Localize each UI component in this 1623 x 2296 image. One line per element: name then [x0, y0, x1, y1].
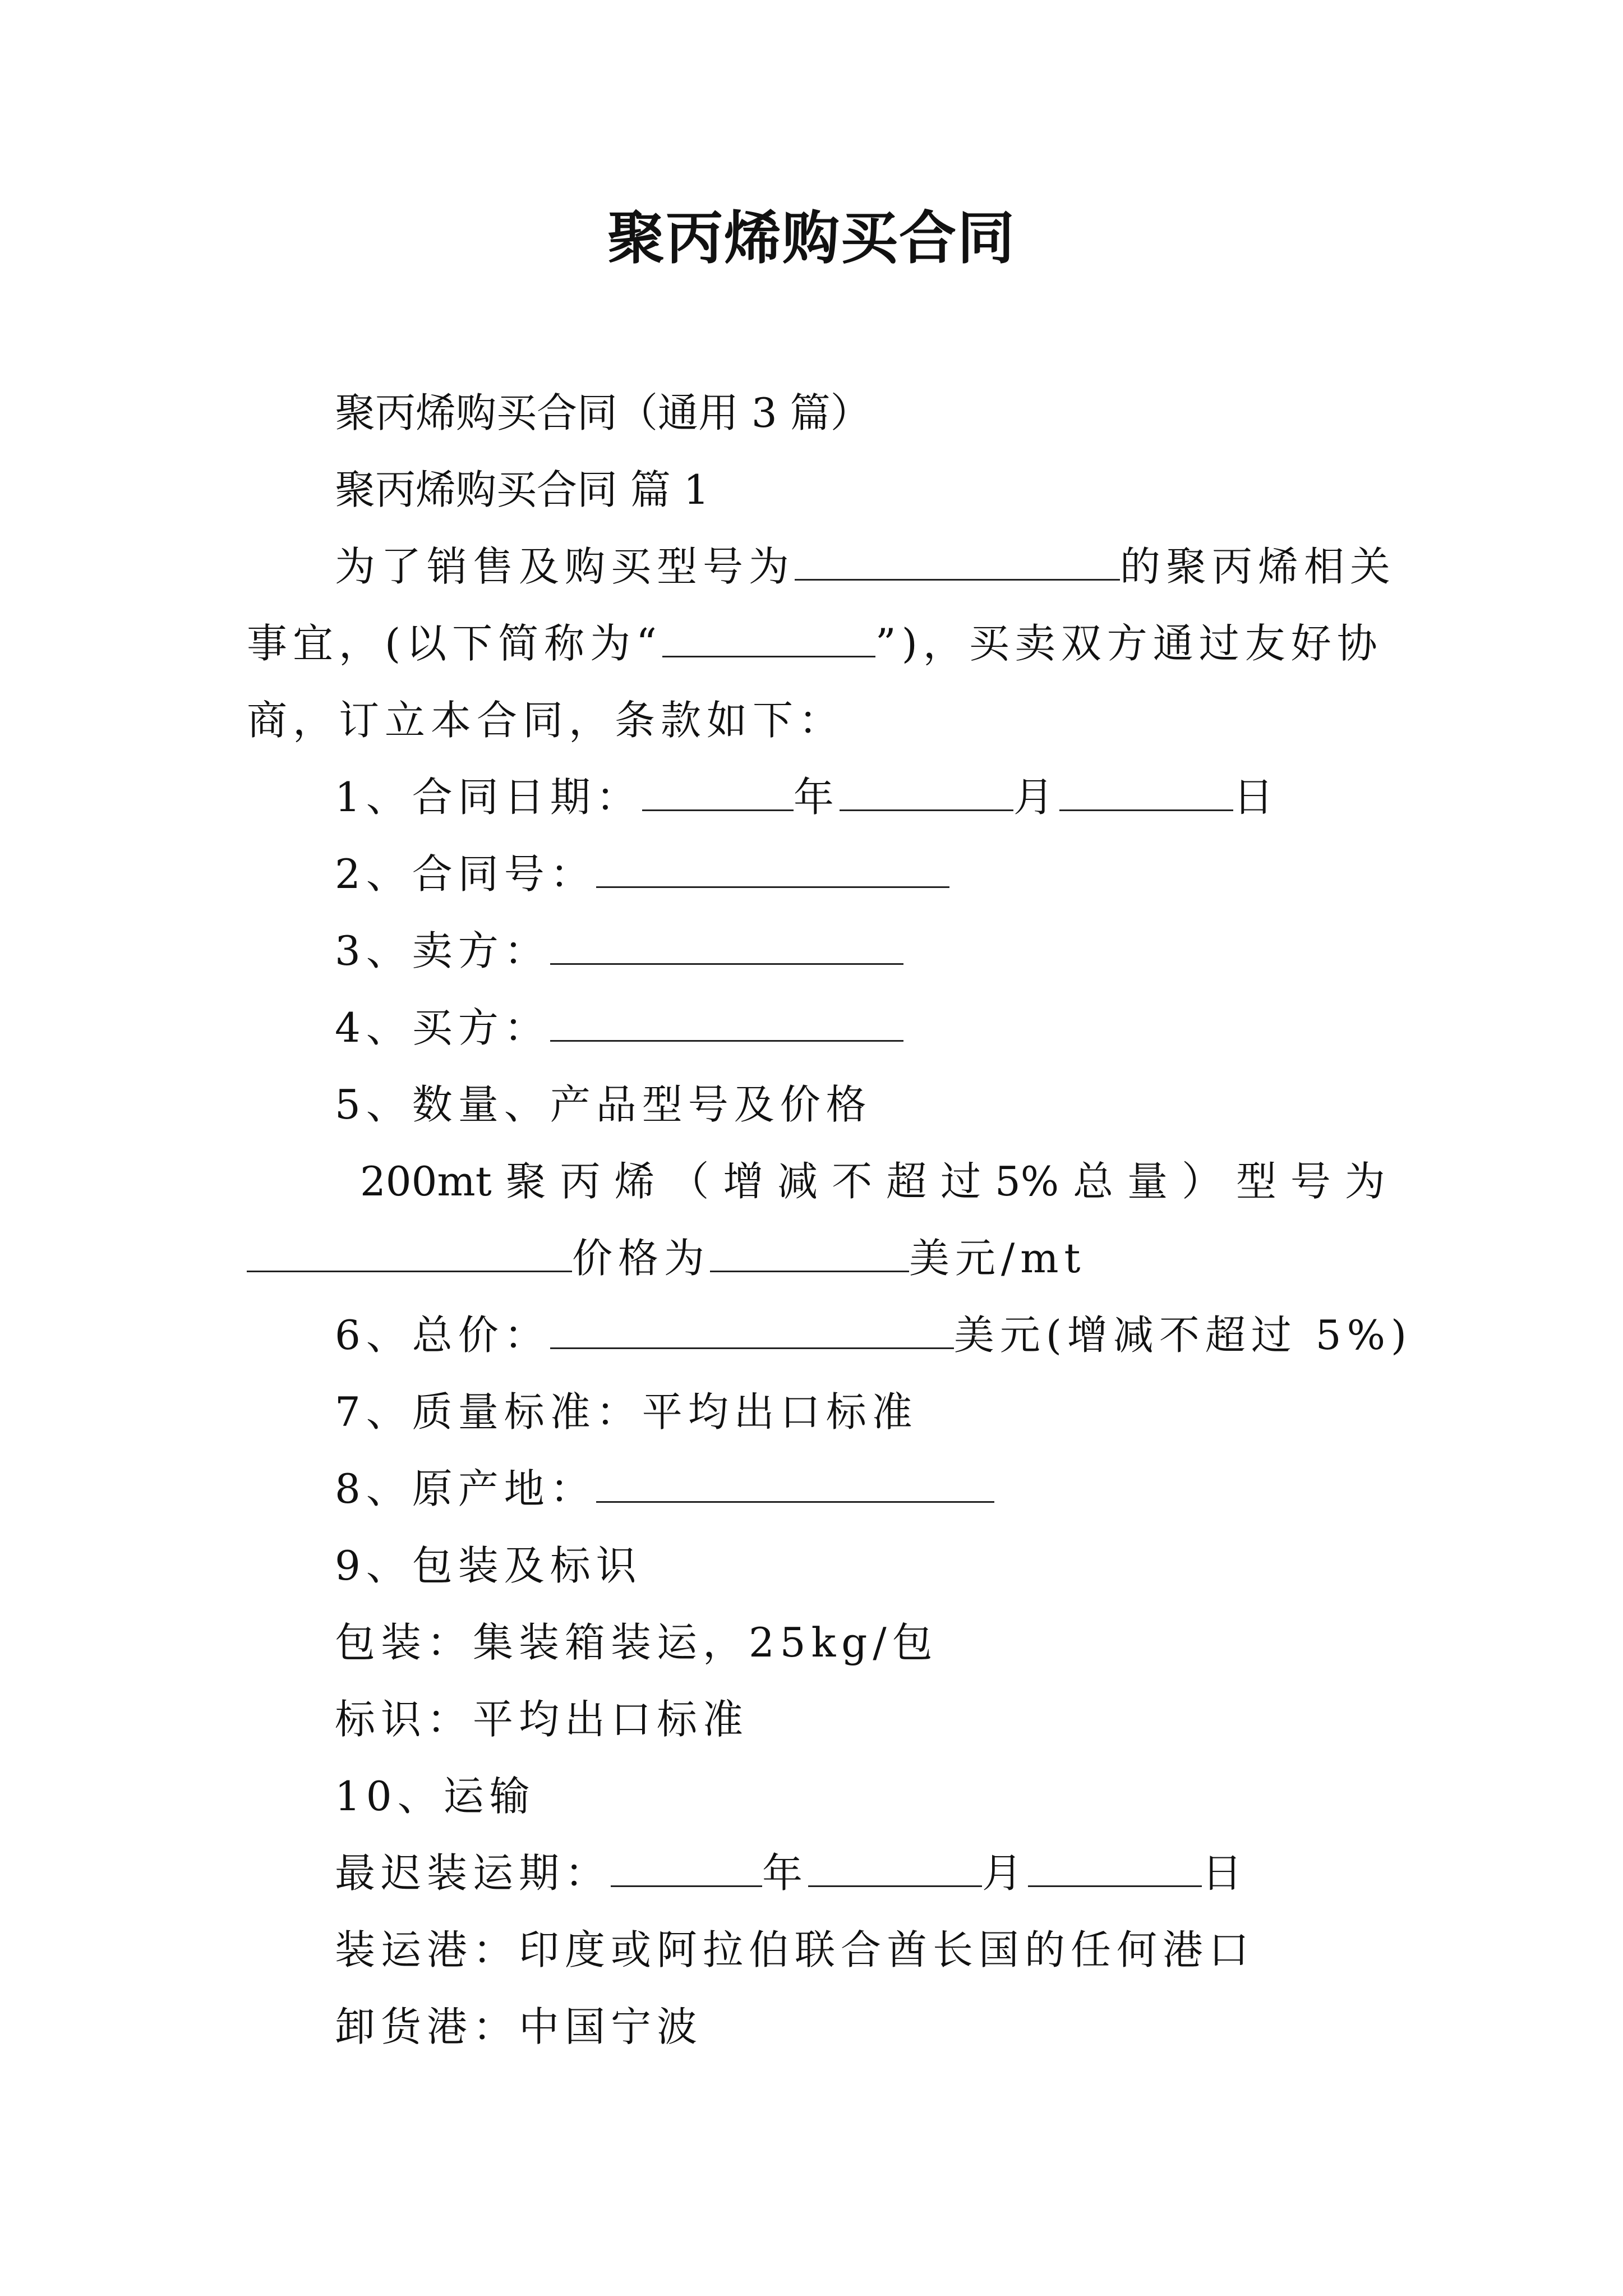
- qty-word: 总: [1073, 1158, 1114, 1205]
- ship-year-label: 年: [762, 1849, 809, 1897]
- document-body: [247, 375, 1413, 2065]
- total-price-unit: 美元(增减不超过 5%): [953, 1312, 1413, 1359]
- item-total-price: [247, 1297, 1413, 1374]
- qty-word: 5%: [995, 1158, 1059, 1205]
- qty-word: 超: [886, 1158, 927, 1205]
- loading-port: 装运港：印度或阿拉伯联合酋长国的任何港口: [335, 1926, 1255, 1973]
- qty-word: 丙: [560, 1158, 601, 1205]
- ship-day-label: 日: [1202, 1849, 1248, 1897]
- year-blank: [642, 774, 794, 811]
- item-packing-heading: 9、包装及标识: [335, 1542, 642, 1589]
- item-contract-number: [247, 836, 1385, 913]
- abbreviation-blank: [662, 620, 875, 657]
- price-blank: [710, 1235, 909, 1272]
- year-label: 年: [793, 774, 840, 821]
- buyer-label: 4、买方：: [335, 1004, 550, 1051]
- price-label: 价格为: [572, 1235, 711, 1282]
- contract-number-label: 2、合同号：: [335, 850, 596, 898]
- item-origin: [247, 1451, 1385, 1527]
- discharge-port: 卸货港：中国宁波: [335, 2003, 703, 2050]
- item-buyer: [247, 990, 1385, 1066]
- day-label: 日: [1233, 774, 1279, 821]
- qty-word: 为: [1344, 1158, 1385, 1205]
- qty-word: 不: [832, 1158, 873, 1205]
- contract-number-blank: [596, 850, 949, 888]
- qty-word: 号: [1290, 1158, 1331, 1205]
- month-label: 月: [1013, 774, 1059, 821]
- qty-word: 200mt: [360, 1158, 492, 1205]
- total-price-label: 6、总价：: [335, 1312, 550, 1359]
- day-blank: [1059, 774, 1233, 811]
- model-blank: [795, 543, 1120, 581]
- latest-shipment-line: [247, 1835, 1385, 1912]
- marking-text: 标识：平均出口标准: [335, 1696, 749, 1743]
- ship-day-blank: [1028, 1849, 1202, 1887]
- qty-word: 量: [1127, 1158, 1168, 1205]
- item-seller: [247, 913, 1385, 990]
- item-contract-date: [247, 759, 1385, 836]
- qty-word: 烯: [614, 1158, 655, 1205]
- qty-word: ）: [1182, 1158, 1223, 1205]
- item-price-line: [247, 1220, 1385, 1297]
- price-unit: 美元/mt: [909, 1235, 1086, 1282]
- item-transport-heading: 10、运输: [335, 1773, 536, 1820]
- intro-line-2: [247, 605, 1385, 682]
- intro-line-3: 商，订立本合同，条款如下：: [247, 697, 845, 744]
- total-price-blank: [550, 1312, 954, 1349]
- document-title: 聚丙烯购买合同: [607, 205, 1016, 272]
- latest-shipment-label: 最迟装运期：: [335, 1849, 611, 1897]
- qty-word: 减: [777, 1158, 818, 1205]
- seller-blank: [550, 927, 903, 965]
- intro-text-2: 的聚丙烯相关: [1120, 543, 1396, 590]
- intro-text-1: 为了销售及购买型号为: [335, 543, 795, 590]
- contract-date-label: 1、合同日期：: [335, 774, 642, 821]
- qty-word: 增: [723, 1158, 764, 1205]
- origin-blank: [596, 1465, 994, 1503]
- qty-word: 型: [1235, 1158, 1276, 1205]
- document-subtitle: 聚丙烯购买合同（通用 3 篇）: [335, 389, 871, 436]
- qty-word: （: [668, 1158, 709, 1205]
- model-number-blank: [247, 1235, 572, 1272]
- ship-month-blank: [808, 1849, 982, 1887]
- ship-month-label: 月: [982, 1849, 1029, 1897]
- intro-text-4: ”)，买卖双方通过友好协: [875, 620, 1383, 667]
- intro-line-1: [247, 528, 1396, 605]
- seller-label: 3、卖方：: [335, 927, 550, 974]
- ship-year-blank: [611, 1849, 762, 1887]
- qty-word: 过: [940, 1158, 981, 1205]
- intro-text-3: 事宜，(以下简称为“: [247, 620, 662, 667]
- packing-text: 包装：集装箱装运，25kg/包: [335, 1619, 938, 1666]
- qty-word: 聚: [505, 1158, 546, 1205]
- item-quantity-line: [247, 1143, 1385, 1220]
- buyer-blank: [550, 1004, 903, 1042]
- item-quantity-heading: 5、数量、产品型号及价格: [335, 1081, 872, 1128]
- section-heading: 聚丙烯购买合同 篇 1: [335, 466, 709, 513]
- origin-label: 8、原产地：: [335, 1465, 596, 1512]
- month-blank: [840, 774, 1013, 811]
- item-quality-standard: 7、质量标准：平均出口标准: [335, 1388, 918, 1435]
